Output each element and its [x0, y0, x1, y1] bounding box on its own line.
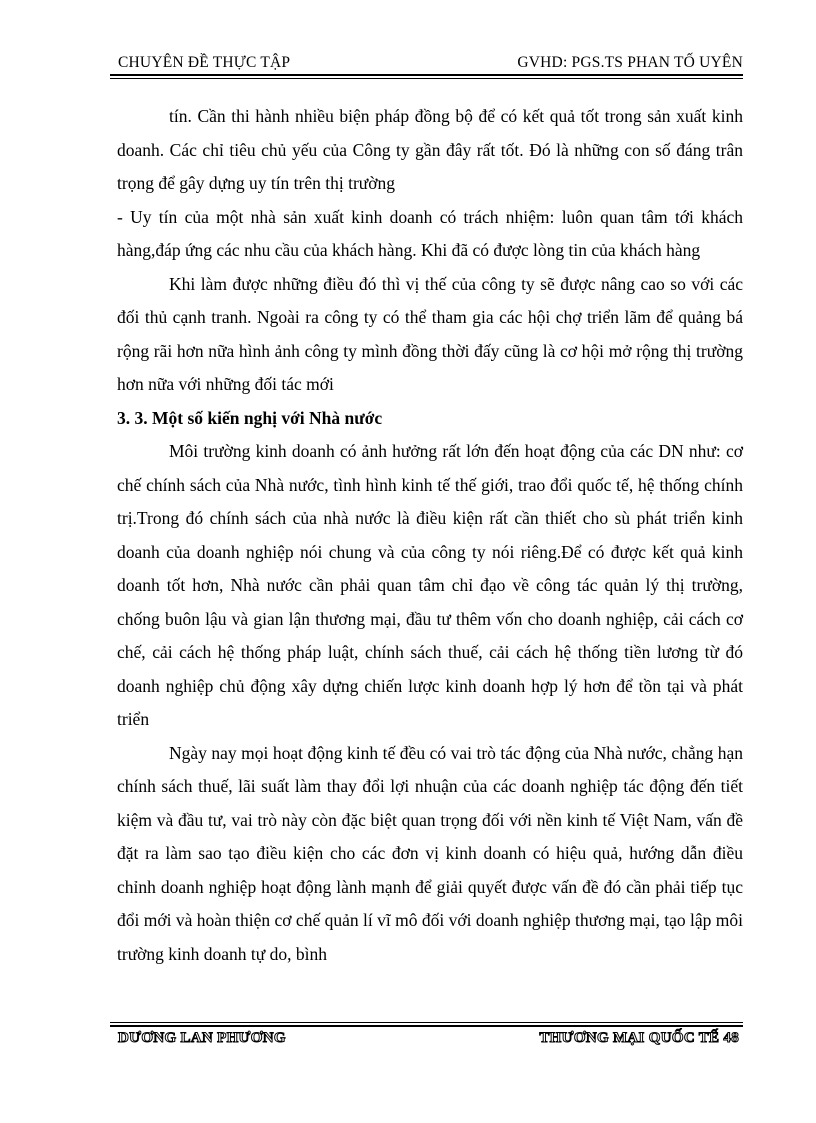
- header-rule-thin: [110, 78, 743, 79]
- header-rule-thick: [110, 74, 743, 76]
- paragraph-1: tín. Cần thi hành nhiều biện pháp đồng bộ để có kết quả tốt trong sản xuất kinh doanh. Các chỉ tiêu chủ yếu của Công ty gần đây rất tốt. Đó là những con số đáng trân trọng để gây dựng uy tín trên thị trường: [117, 106, 743, 193]
- header-supervisor: GVHD: PGS.TS PHAN TỐ UYÊN: [517, 54, 743, 71]
- paragraph-3: Khi làm được những điều đó thì vị thế của công ty sẽ được nâng cao so với các đối thủ cạnh tranh. Ngoài ra công ty có thể tham gia các hội chợ triển lãm để quảng bá rộng rãi hơn nữa hình ảnh công ty mình đồng thời đấy cũng là cơ hội mở rộng thị trường hơn nữa với những đối tác mới: [117, 273, 743, 394]
- footer-author: DƯƠNG LAN PHƯƠNG: [118, 1030, 286, 1046]
- footer-rule-thin: [110, 1022, 743, 1023]
- page-header: [110, 52, 743, 74]
- footer-rule-thick: [110, 1025, 743, 1027]
- page-footer: [110, 1030, 743, 1052]
- page-body: [117, 100, 743, 971]
- header-course-title: CHUYÊN ĐỀ THỰC TẬP: [118, 54, 291, 71]
- paragraph-4: Môi trường kinh doanh có ảnh hưởng rất lớn đến hoạt động của các DN như: cơ chế chính sách của Nhà nước, tình hình kinh tế thế giới, trao đổi quốc tế, hệ thống chính trị.Trong đó chính sách của nhà nước là điều kiện rất cần thiết cho sù phát triển kinh doanh của doanh nghiệp nói chung và của công ty nói riêng.Để có được kết quả kinh doanh tốt hơn, Nhà nước cần phải quan tâm chỉ đạo về công tác quản lý thị trường, chống buôn lậu và gian lận thương mại, đầu tư thêm vốn cho doanh nghiệp, cải cách cơ chế, cải cách hệ thống pháp luật, chính sách thuế, cải cách hệ thống tiền lương từ đó doanh nghiệp chủ động xây dựng chiến lược kinh doanh hợp lý hơn để tồn tại và phát triển: [117, 441, 743, 729]
- footer-class-page: THƯƠNG MẠI QUỐC TẾ 48: [539, 1030, 739, 1046]
- section-heading: 3. 3. Một số kiến nghị với Nhà nước: [117, 407, 383, 428]
- paragraph-2: - Uy tín của một nhà sản xuất kinh doanh có trách nhiệm: luôn quan tâm tới khách hàng,đáp ứng các nhu cầu của khách hàng. Khi đã có được lòng tin của khách hàng: [117, 206, 743, 260]
- paragraph-5: Ngày nay mọi hoạt động kinh tế đều có vai trò tác động của Nhà nước, chẳng hạn chính sách thuế, lãi suất làm thay đổi lợi nhuận của các doanh nghiệp tác động đến tiết kiệm và đầu tư, vai trò này còn đặc biệt quan trọng đối với nền kinh tế Việt Nam, vấn đề đặt ra làm sao tạo điều kiện cho các đơn vị kinh doanh có hiệu quả, hướng dẫn điều chỉnh doanh nghiệp hoạt động lành mạnh để giải quyết được vấn đề đó cần phải tiếp tục đổi mới và hoàn thiện cơ chế quản lí vĩ mô đối với doanh nghiệp thương mại, tạo lập môi trường kinh doanh tự do, bình: [117, 742, 743, 964]
